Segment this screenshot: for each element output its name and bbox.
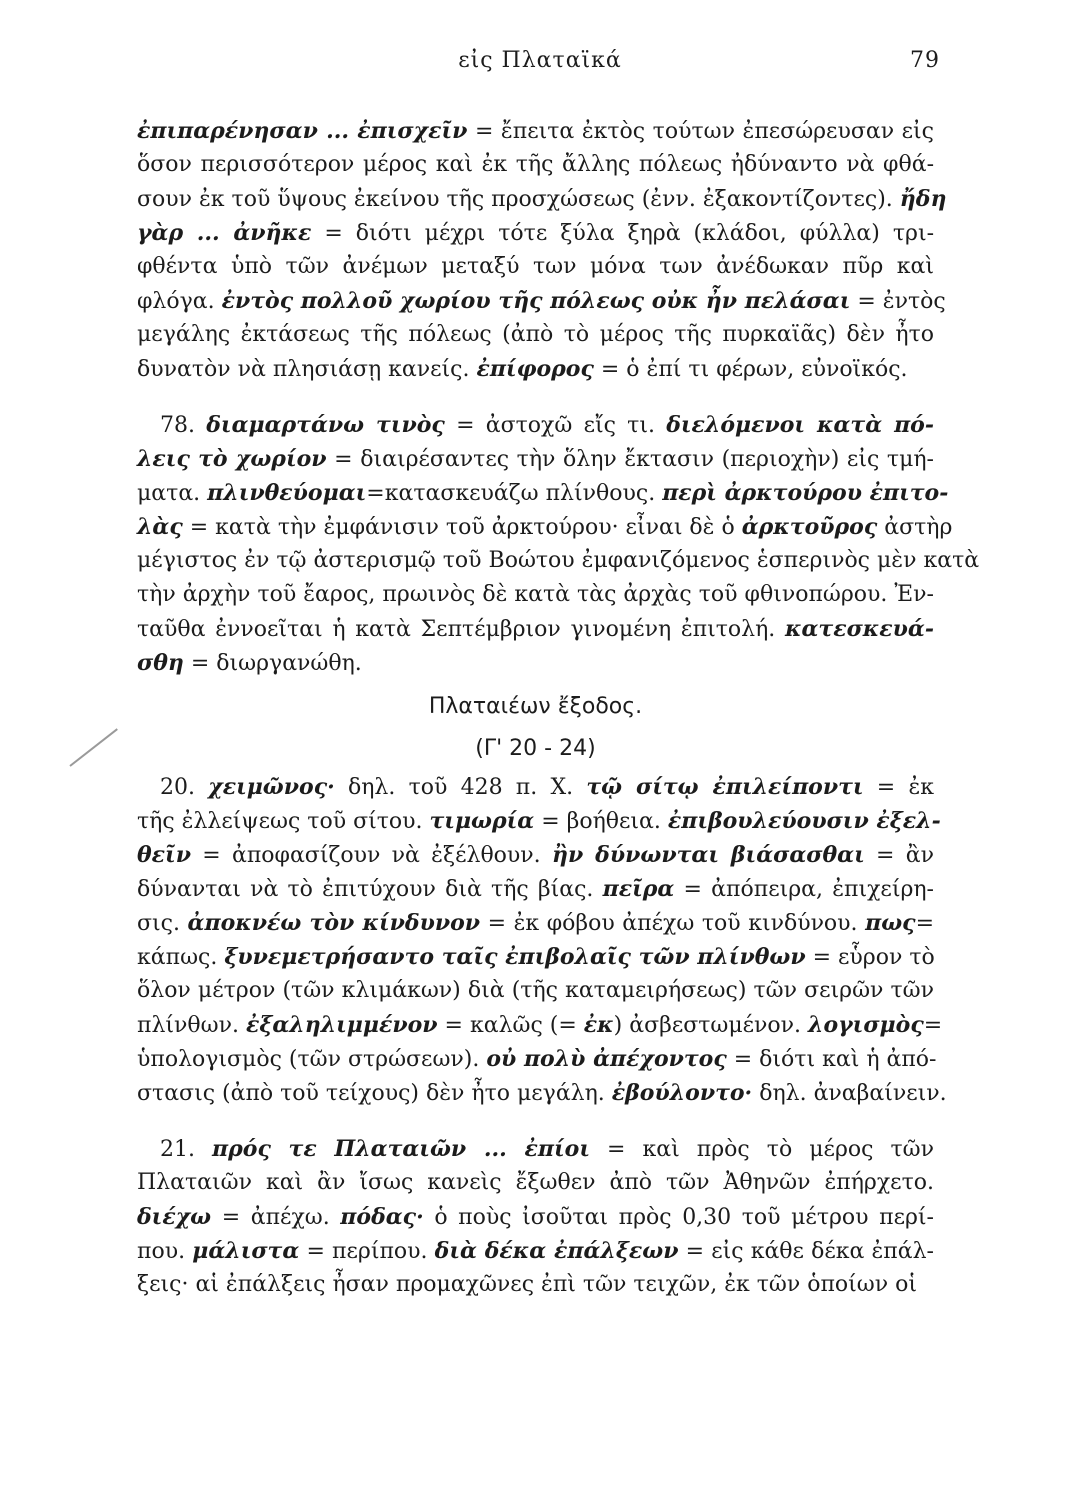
gloss-text: = (915, 911, 935, 936)
gloss-text: = εἰς κάθε δέκα ἐπάλ- (678, 1239, 934, 1264)
text-line (137, 1200, 934, 1234)
lemma-term: κατεσκευά- (784, 616, 934, 642)
gloss-text: ξεις· αἱ ἐπάλξεις ἦσαν προμαχῶνες ἐπὶ τῶν τειχῶν, ἐκ τῶν ὁποίων οἱ (137, 1272, 917, 1297)
text-line (137, 872, 934, 906)
lemma-term: πλινθεύομαι (207, 480, 367, 506)
gloss-text: = εὗρον τὸ (805, 945, 935, 970)
text-line (137, 838, 934, 872)
lemma-term: γὰρ ... ἀνῆκε (137, 220, 312, 246)
gloss-text: ) ἀσβεστωμένον. (613, 1013, 809, 1038)
lemma-term: λεις τὸ χωρίον (137, 446, 327, 472)
lemma-term: χειμῶνος· (208, 774, 335, 800)
gloss-text: κάπως. (137, 945, 225, 970)
gloss-text: δηλ. τοῦ 428 π. Χ. (334, 775, 587, 800)
text-line (137, 612, 934, 646)
gloss-text: = ἐκ φόβου ἀπέχω τοῦ κινδύνου. (480, 911, 866, 936)
lemma-term: οὐ πολὺ ἀπέχοντος (486, 1046, 727, 1072)
lemma-term: ἀποκνέω τὸν κίνδυνον (187, 910, 481, 936)
gloss-text: τὴν ἀρχὴν τοῦ ἔαρος, πρωινὸς δὲ κατὰ τὰς ἀρχὰς τοῦ φθινοπώρου. Ἐν- (137, 582, 934, 607)
text-line (137, 114, 934, 148)
gloss-text: = (923, 1013, 943, 1038)
text-line (137, 352, 934, 386)
lemma-term: ἀρκτοῦρος (741, 514, 878, 540)
text-line (137, 1008, 943, 1042)
gloss-text: 20. (160, 775, 209, 800)
gloss-text: σουν ἐκ τοῦ ὕψους ἐκείνου τῆς προσχώσεως (ἐνν. ἐξακοντίζοντες). (137, 187, 900, 212)
text-line (137, 510, 953, 544)
text-line (137, 148, 934, 182)
text-line (137, 182, 947, 216)
lemma-term: πρός τε Πλαταιῶν ... ἐπίοι (212, 1136, 590, 1162)
text-line (137, 940, 934, 974)
gloss-text: = ἂν (864, 843, 934, 868)
text-line (160, 408, 934, 442)
gloss-text: = ἔπειτα ἐκτὸς τούτων ἐπεσώρευσαν εἰς (467, 119, 934, 144)
lemma-term: περὶ ἀρκτούρου ἐπιτο- (662, 480, 949, 506)
lemma-term: διὰ δέκα ἐπάλξεων (434, 1238, 679, 1264)
lemma-term: σθη (137, 650, 184, 676)
lemma-term: πόδας· (340, 1204, 424, 1230)
gloss-text: ταῦθα ἐννοεῖται ἡ κατὰ Σεπτέμβριον γινομένη ἐπιτολή. (137, 617, 785, 642)
section-reference: (Γ' 20 - 24) (475, 736, 596, 761)
gloss-text: = διότι μέχρι τότε ξύλα ξηρὰ (κλάδοι, φύλλα) τρι- (311, 221, 934, 246)
gloss-text: μεγάλης ἐκτάσεως τῆς πόλεως (ἀπὸ τὸ μέρος τῆς πυρκαϊᾶς) δὲν ἦτο (137, 322, 934, 347)
text-line (137, 1042, 937, 1076)
text-line (137, 906, 934, 940)
lemma-term: τιμωρία (429, 808, 535, 834)
page-number: 79 (910, 48, 940, 73)
lemma-term: ἢν δύνωνται βιάσασθαι (551, 842, 865, 868)
gloss-text: = ἀστοχῶ εἴς τι. (444, 413, 667, 438)
gloss-text: ματα. (137, 481, 208, 506)
text-line (137, 974, 934, 1008)
gloss-text: δηλ. ἀναβαίνειν. (752, 1081, 947, 1106)
gloss-text: = καὶ πρὸς τὸ μέρος τῶν (590, 1137, 934, 1162)
gloss-text: = κατὰ τὴν ἐμφάνισιν τοῦ ἀρκτούρου· εἶναι δὲ ὁ (182, 515, 742, 540)
gloss-text: ὁ ποὺς ἰσοῦται πρὸς 0,30 τοῦ μέτρου περί- (423, 1205, 934, 1230)
gloss-text: = ἐντὸς (850, 289, 946, 314)
gloss-text: = ἀπόπειρα, ἐπιχείρη- (674, 877, 934, 902)
text-line (137, 646, 934, 680)
lemma-term: διαμαρτάνω τινὸς (206, 412, 445, 438)
text-line (160, 770, 934, 804)
text-line (137, 804, 941, 838)
gloss-text: = καλῶς (= (437, 1013, 584, 1038)
gloss-text: πλίνθων. (137, 1013, 246, 1038)
lemma-term: ἤδη (899, 186, 947, 212)
gloss-text: ὑπολογισμὸς (τῶν στρώσεων). (137, 1047, 487, 1072)
lemma-term: ἐκ (583, 1012, 614, 1038)
text-line (137, 1166, 934, 1200)
gloss-text: ὅλον μέτρον (τῶν κλιμάκων) διὰ (τῆς καταμειρήσεως) τῶν σειρῶν τῶν (137, 978, 934, 1003)
lemma-term: ξυνεμετρήσαντο ταῖς ἐπιβολαῖς τῶν πλίνθων (224, 944, 806, 970)
gloss-text: δύνανται νὰ τὸ ἐπιτύχουν διὰ τῆς βίας. (137, 877, 603, 902)
gloss-text: = ἐκ (863, 775, 934, 800)
gloss-text: 78. (160, 413, 207, 438)
lemma-term: διελόμενοι κατὰ πό- (666, 412, 934, 438)
text-line (137, 544, 980, 578)
gloss-text: ἀστὴρ (877, 515, 953, 540)
gloss-text: =κατασκευάζω πλίνθους. (366, 481, 663, 506)
text-line (137, 216, 934, 250)
lemma-term: μάλιστα (192, 1238, 300, 1264)
text-line (160, 1132, 934, 1166)
lemma-term: ἐξαληλιμμένον (245, 1012, 438, 1038)
text-line (137, 476, 949, 510)
gloss-text: σις. (137, 911, 188, 936)
text-line (137, 318, 934, 352)
gloss-text: φθέντα ὑπὸ τῶν ἀνέμων μεταξύ των μόνα των ἀνέδωκαν πῦρ καὶ (137, 254, 934, 279)
gloss-text: 21. (160, 1137, 213, 1162)
gloss-text: μέγιστος ἐν τῷ ἀστερισμῷ τοῦ Βοώτου ἐμφανιζόμενος ἑσπερινὸς μὲν κατὰ (137, 548, 980, 573)
gloss-text: Πλαταιῶν καὶ ἂν ἴσως κανεὶς ἔξωθεν ἀπὸ τῶν Ἀθηνῶν ἐπήρχετο. (137, 1170, 934, 1195)
text-line (137, 250, 934, 284)
running-header (140, 48, 940, 88)
gloss-text: = περίπου. (299, 1239, 435, 1264)
text-line (137, 1268, 934, 1302)
header-title: εἰς Πλαταϊκά (458, 48, 622, 73)
gloss-text: = διότι καὶ ἡ ἀπό- (726, 1047, 937, 1072)
gloss-text: = ὁ ἐπί τι φέρων, εὐνοϊκός. (593, 357, 908, 382)
gloss-text: = ἀποφασίζουν νὰ ἐξέλθουν. (190, 843, 552, 868)
lemma-term: θεῖν (137, 842, 191, 868)
lemma-term: λογισμὸς (808, 1012, 924, 1038)
lemma-term: ἐπίφορος (476, 356, 594, 382)
gloss-text: = βοήθεια. (534, 809, 668, 834)
lemma-term: διέχω (137, 1204, 212, 1230)
text-line (137, 578, 934, 612)
gloss-text: στασις (ἀπὸ τοῦ τείχους) δὲν ἦτο μεγάλη. (137, 1081, 612, 1106)
lemma-term: πως (865, 910, 916, 936)
section-title: Πλαταιέων ἔξοδος. (428, 694, 643, 719)
gloss-text: που. (137, 1239, 193, 1264)
gloss-text: δυνατὸν νὰ πλησιάσῃ κανείς. (137, 357, 477, 382)
lemma-term: πεῖρα (602, 876, 675, 902)
gloss-text: ὅσον περισσότερον μέρος καὶ ἐκ τῆς ἄλλης πόλεως ἠδύναντο νὰ φθά- (137, 152, 934, 177)
pencil-mark (69, 728, 118, 767)
lemma-term: τῷ σίτῳ ἐπιλείποντι (586, 774, 864, 800)
lemma-term: ἐντὸς πολλοῦ χωρίου τῆς πόλεως οὐκ ἦν πελάσαι (221, 288, 851, 314)
gloss-text: = διαιρέσαντες τὴν ὅλην ἔκτασιν (περιοχὴν) εἰς τμή- (326, 447, 934, 472)
lemma-term: λὰς (137, 514, 183, 540)
lemma-term: ἐπιβουλεύουσιν ἐξελ- (667, 808, 941, 834)
gloss-text: = ἀπέχω. (211, 1205, 341, 1230)
text-line (137, 284, 946, 318)
text-line (137, 1234, 934, 1268)
lemma-term: ἐβούλοντο· (611, 1080, 753, 1106)
gloss-text: φλόγα. (137, 289, 222, 314)
gloss-text: τῆς ἐλλείψεως τοῦ σίτου. (137, 809, 430, 834)
text-line (137, 1076, 947, 1110)
lemma-term: ἐπιπαρένησαν ... ἐπισχεῖν (137, 118, 468, 144)
text-line (137, 442, 934, 476)
gloss-text: = διωργανώθη. (183, 651, 362, 676)
